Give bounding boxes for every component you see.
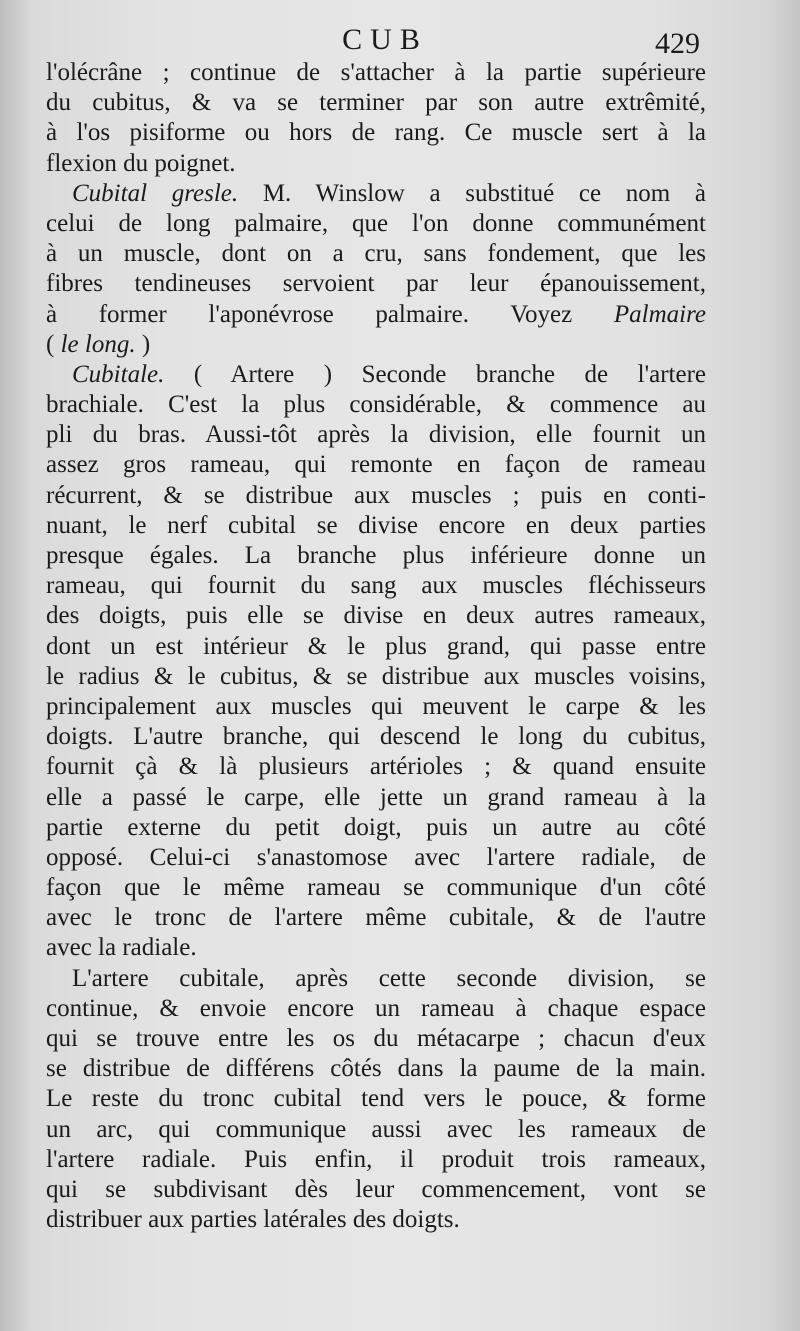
text-body (46, 58, 706, 1235)
text-line: principalement aux muscles qui meuvent le carpe & les (46, 692, 706, 720)
text-line: des doigts, puis elle se divise en deux autres rameaux, (46, 602, 706, 630)
text-line: se distribue de différens côtés dans la paume de la main. (46, 1055, 706, 1083)
text-line (46, 300, 706, 330)
text-line: le radius & le cubitus, & se distribue aux muscles voisins, (46, 662, 706, 690)
text-line: celui de long palmaire, que l'on donne communément (46, 209, 706, 237)
text-line: nuant, le nerf cubital se divise encore en deux parties (46, 511, 706, 539)
text-line: avec le tronc de l'artere même cubitale, & de l'autre (46, 904, 706, 932)
text-line (46, 179, 706, 209)
text-line: dont un est intérieur & le plus grand, qui passe entre (46, 632, 706, 660)
page-number: 429 (655, 27, 700, 60)
text-line: avec la radiale. (46, 934, 197, 962)
text-line: qui se subdivisant dès leur commencement, vont se (46, 1175, 706, 1203)
text-line (46, 330, 706, 360)
entry-headword: Cubital gresle. (72, 179, 239, 207)
text-line: rameau, qui fournit du sang aux muscles fléchisseurs (46, 572, 706, 600)
text-line: elle a passé le carpe, elle jette un grand rameau à la (46, 783, 706, 811)
text-line: l'olécrâne ; continue de s'attacher à la partie supérieure (46, 59, 706, 86)
text-line: presque égales. La branche plus inférieure donne un (46, 542, 706, 569)
text-line: Le reste du tronc cubital tend vers le pouce, & forme (46, 1085, 706, 1113)
text-line: à l'os pisiforme ou hors de rang. Ce muscle sert à la (46, 119, 706, 147)
paragraph-artere-cubitale (46, 964, 706, 1236)
text-line: flexion du poignet. (46, 149, 236, 177)
text-line: brachiale. C'est la plus considérable, & commence au (46, 391, 706, 419)
text-line: du cubitus, & va se terminer par son autre extrêmité, (46, 89, 706, 117)
text-line: façon que le même rameau se communique d'un côté (46, 874, 706, 902)
entry-cubital-gresle (46, 179, 706, 360)
text-line: assez gros rameau, qui remonte en façon de rameau (46, 451, 706, 479)
text-line: distribuer aux parties latérales des doigts. (46, 1206, 460, 1234)
text-segment: ) (135, 330, 151, 358)
cross-reference-qualifier: le long. (60, 330, 136, 358)
entry-cubitale-artere (46, 360, 706, 964)
cross-reference: Palmaire (613, 300, 706, 328)
entry-headword: Cubitale. (72, 360, 165, 388)
text-line: un arc, qui communique aussi avec les rameaux de (46, 1115, 706, 1143)
running-head: CUB (342, 23, 428, 56)
text-line: fournit çà & là plusieurs artérioles ; & quand ensuite (46, 753, 706, 781)
text-line: opposé. Celui-ci s'anastomose avec l'artere radiale, de (46, 843, 706, 871)
text-line: pli du bras. Aussi-tôt après la division, elle fournit un (46, 421, 706, 449)
text-line: l'artere radiale. Puis enfin, il produit trois rameaux, (46, 1145, 706, 1173)
text-line: continue, & envoie encore un rameau à chaque espace (46, 994, 706, 1022)
page-header (0, 22, 800, 62)
text-line: à un muscle, dont on a cru, sans fondement, que les (46, 240, 706, 268)
paragraph-continuation (46, 58, 706, 179)
text-line: récurrent, & se distribue aux muscles ; puis en conti- (46, 481, 706, 509)
text-segment: ( Artere ) Seconde branche de l'artere (164, 360, 706, 388)
text-line: doigts. L'autre branche, qui descend le long du cubitus, (46, 723, 706, 751)
text-line: qui se trouve entre les os du métacarpe ; chacun d'eux (46, 1025, 706, 1052)
text-line (46, 360, 706, 390)
text-segment: M. Winslow a substitué ce nom à (238, 179, 706, 207)
text-line: fibres tendineuses servoient par leur épanouissement, (46, 270, 706, 298)
text-segment: à former l'aponévrose palmaire. Voyez (46, 300, 614, 328)
text-segment: ( (46, 330, 61, 358)
text-line: partie externe du petit doigt, puis un autre au côté (46, 813, 706, 841)
text-line: L'artere cubitale, après cette seconde division, se (72, 964, 706, 992)
